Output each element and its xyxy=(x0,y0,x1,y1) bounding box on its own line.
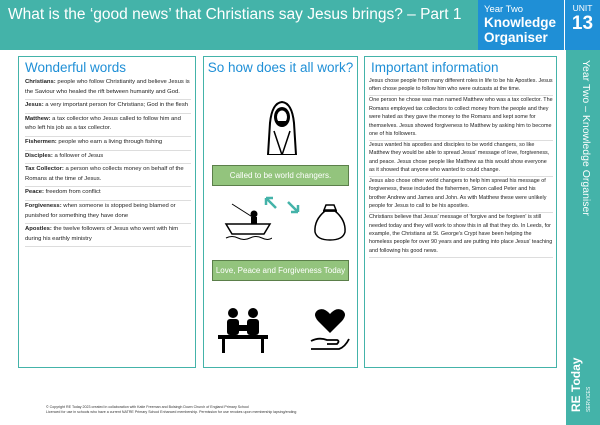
unit-label: UNIT xyxy=(572,3,593,13)
footer xyxy=(46,405,546,415)
jesus-icon xyxy=(262,97,302,155)
page-title: What is the ‘good news’ that Christians say Jesus brings? – Part 1 xyxy=(8,6,462,23)
word-definition: a very important person for Christians; God in the flesh xyxy=(43,102,189,109)
re-today-logo xyxy=(570,352,596,412)
info-paragraph: Jesus wanted his apostles and disciples to be world changers, so like Matthew they would be able to spread Jesus' message of love, forgiveness, and peace. Jesus chose people like Matthew as this would show everyone as it showed that anyone who wanted to could change. xyxy=(369,141,553,177)
word-term: Disciples: xyxy=(25,152,53,159)
wonderful-words-panel xyxy=(18,56,196,368)
footer-licence: Licenced for use in schools who have a current NATRE Primary School Enhanced membership. Permission for use revokes upon membership lapsing/ending xyxy=(46,410,297,414)
important-information-panel xyxy=(364,56,557,368)
word-item xyxy=(25,114,191,137)
word-definition: freedom from conflict xyxy=(44,189,101,196)
word-definition: people who earn a living through fishing xyxy=(56,138,163,145)
important-information-title: Important information xyxy=(371,60,499,75)
word-definition: a person who collects money on behalf of the Romans at the time of Jesus. xyxy=(25,166,184,182)
info-paragraph: One person he chose was man named Matthew who was a tax collector. The Romans employed tax collectors to collect money from the people and they were hated as they gave the money to the Romans and kept some for themselves. Jesus showed forgiveness to Matthew by asking him to become one of his followers. xyxy=(369,96,553,141)
ko-year: Year Two xyxy=(484,4,524,15)
header xyxy=(0,0,600,50)
word-term: Forgiveness: xyxy=(25,202,62,209)
word-term: Matthew: xyxy=(25,115,51,122)
money-bag-icon xyxy=(312,202,348,242)
ko-label-2: Organiser xyxy=(484,30,548,45)
word-term: Jesus: xyxy=(25,102,44,109)
word-item xyxy=(25,224,191,247)
word-term: Peace: xyxy=(25,189,44,196)
wonderful-words-list xyxy=(25,77,191,247)
fisherman-boat-icon xyxy=(224,202,272,240)
how-it-works-panel xyxy=(203,56,358,368)
word-item xyxy=(25,151,191,165)
logo-subtext: SERVICES xyxy=(586,386,592,412)
word-item xyxy=(25,164,191,187)
love-peace-forgiveness-box: Love, Peace and Forgiveness Today xyxy=(212,260,349,281)
unit-number: 13 xyxy=(571,13,594,34)
footer-copyright: © Copyright RE Today 2023 created in collaboration with Katie Freeman and Bolsingh Down Church of England Primary School xyxy=(46,405,249,409)
info-paragraph: Christians believe that Jesus' message of 'forgive and be forgiven' is still needed today and they will work to show this in all that they do. In Leeds, for example, the Christians at St. George's Crypt have been helping the homeless people for over 90 years and are putting into place Jesus' teaching and following his good news. xyxy=(369,213,553,258)
word-definition: a tax collector who Jesus called to follow him and who left his job as a tax collector. xyxy=(25,115,181,132)
ko-label-1: Knowledge xyxy=(484,15,557,30)
important-information-text xyxy=(369,77,553,258)
people-on-bench-icon xyxy=(216,305,270,355)
knowledge-organiser-badge xyxy=(478,0,564,50)
unit-badge xyxy=(564,0,600,50)
word-definition: the twelve followers of Jesus who went with him during his earthly ministry xyxy=(25,226,179,242)
word-item xyxy=(25,201,191,224)
info-paragraph: Jesus chose people from many different roles in life to be his Apostles. Jesus often chose people to follow him who were outcasts at the time. xyxy=(369,77,553,96)
logo-text-1: RE xyxy=(569,395,583,412)
word-term: Tax Collector: xyxy=(25,166,64,173)
called-to-be-world-changers-box: Called to be world changers. xyxy=(212,165,349,186)
word-term: Fishermen: xyxy=(25,138,57,145)
wonderful-words-title: Wonderful words xyxy=(25,60,127,75)
word-definition: a follower of Jesus xyxy=(52,152,104,159)
word-item xyxy=(25,137,191,151)
word-item xyxy=(25,77,191,100)
word-term: Apostles: xyxy=(25,226,52,233)
info-paragraph: Jesus also chose other world changers to help him spread his message of forgiveness, these included the fishermen, Simon called Peter and his brother Andrew and James and John. As with Matthew these were unlikely people for Jesus to call to be his apostles. xyxy=(369,177,553,213)
word-item xyxy=(25,100,191,114)
how-it-works-title: So how does it all work? xyxy=(207,60,354,75)
word-definition: when someone is stopped being blamed or punished for something they have done xyxy=(25,202,176,219)
word-item xyxy=(25,187,191,201)
logo-text-2: Today xyxy=(569,357,583,392)
word-definition: people who follow Christianity and believe Jesus is the Saviour who healed the rift between humanity and God. xyxy=(25,79,190,95)
word-term: Christians: xyxy=(25,79,56,85)
title-band xyxy=(0,0,478,50)
heart-hand-icon xyxy=(309,307,351,351)
sidebar-vertical-title: Year Two – Knowledge Organiser xyxy=(580,60,592,216)
